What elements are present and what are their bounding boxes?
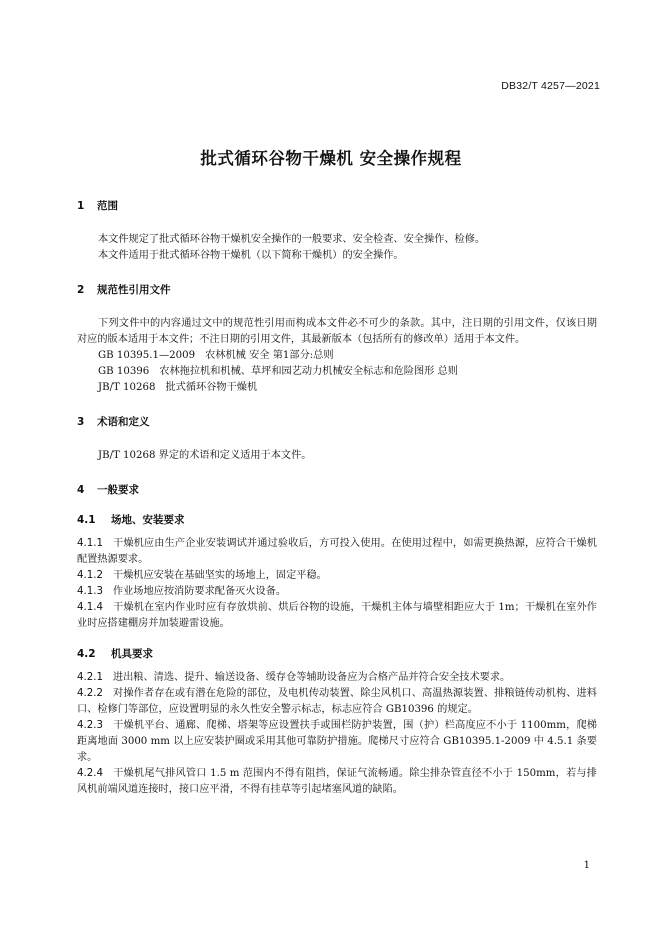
clause: [77, 766, 597, 798]
reference-item: [77, 380, 597, 396]
clause-text: 对操作者存在或有潜在危险的部位，及电机传动装置、除尘风机口、高温热源装置、排粮链传动机构、进料口、检修门等部位，应设置明显的永久性安全警示标志，标志应符合 GB10396 的规定。: [77, 688, 597, 715]
subsection-number: 4.1: [77, 514, 96, 526]
clause-text: 干燥机平台、通廊、爬梯、塔架等应设置扶手或围栏防护装置，围（护）栏高度应不小于 1100mm，爬梯距离地面 3000 mm 以上应安装护圈或采用其他可靠防护措施。爬梯尺寸应符合 GB10395.1-2009 中 4.5.1 条要求。: [77, 720, 597, 763]
reference-code: JB/T 10268: [98, 382, 156, 393]
clause: [77, 536, 597, 568]
clause-text: 干燥机应安装在基础坚实的场地上，固定平稳。: [112, 570, 327, 581]
subsection-title: 机具要求: [111, 648, 153, 660]
reference-item: [77, 348, 597, 364]
clause-number: 4.1.4: [77, 602, 103, 613]
section-number: 2: [77, 284, 85, 296]
section-number: 3: [77, 416, 85, 428]
section-title: 规范性引用文件: [97, 284, 171, 296]
clause-number: 4.2.3: [77, 720, 103, 731]
reference-code: GB 10396: [98, 366, 150, 377]
section-heading-scope: [77, 198, 597, 214]
clause-text: 干燥机尾气排风管口 1.5 m 范围内不得有阻挡，保证气流畅通。除尘排杂管直径不小于 150mm，若与排风机前端风道连接时，接口应平滑，不得有挂草等引起堵塞风道的缺陷。: [77, 768, 597, 795]
section-number: 1: [77, 200, 85, 212]
subsection-heading-site-installation: [77, 512, 597, 528]
section-heading-terms: [77, 414, 597, 430]
clause-number: 4.1.1: [77, 538, 103, 549]
clause: [77, 718, 597, 766]
section-title: 范围: [97, 200, 118, 212]
paragraph: JB/T 10268 界定的术语和定义适用于本文件。: [98, 450, 312, 461]
paragraph: 本文件适用于批式循环谷物干燥机（以下简称干燥机）的安全操作。: [98, 250, 404, 261]
clause-number: 4.2.4: [77, 768, 103, 779]
document-code: DB32/T 4257—2021: [501, 80, 600, 92]
reference-item: [77, 364, 597, 380]
clause: [77, 600, 597, 632]
section-number: 4: [77, 484, 85, 496]
document-body: [77, 198, 597, 798]
subsection-title: 场地、安装要求: [111, 514, 185, 526]
reference-title: 批式循环谷物干燥机: [165, 382, 258, 393]
section-title: 术语和定义: [97, 416, 150, 428]
clause-text: 进出粮、清选、提升、输送设备、缓存仓等辅助设备应为合格产品并符合安全技术要求。: [112, 672, 511, 683]
subsection-number: 4.2: [77, 648, 96, 660]
clause: [77, 686, 597, 718]
paragraph: 下列文件中的内容通过文中的规范性引用而构成本文件必不可少的条款。其中，注日期的引用文件，仅该日期对应的版本适用于本文件；不注日期的引用文件，其最新版本（包括所有的修改单）适用于本文件。: [77, 318, 597, 345]
reference-title: 农林机械 安全 第1部分:总则: [205, 350, 334, 361]
clause-number: 4.2.1: [77, 672, 103, 683]
clause: [77, 670, 597, 686]
section-heading-general-requirements: [77, 482, 597, 498]
subsection-heading-machine-requirements: [77, 646, 597, 662]
document-title: 批式循环谷物干燥机 安全操作规程: [200, 149, 462, 168]
clause-number: 4.1.3: [77, 586, 103, 597]
section-heading-normative-references: [77, 282, 597, 298]
clause-text: 干燥机应由生产企业安装调试并通过验收后，方可投入使用。在使用过程中，如需更换热源，应符合干燥机配置热源要求。: [77, 538, 597, 565]
reference-code: GB 10395.1—2009: [98, 350, 196, 361]
reference-title: 农林拖拉机和机械、草坪和园艺动力机械安全标志和危险图形 总则: [159, 366, 458, 377]
clause-number: 4.2.2: [77, 688, 103, 699]
section-title: 一般要求: [97, 484, 139, 496]
clause-text: 干燥机在室内作业时应有存放烘前、烘后谷物的设施，干燥机主体与墙壁相距应大于 1m；干燥机在室外作业时应搭建棚房并加装避雷设施。: [77, 602, 597, 629]
page-number: 1: [583, 860, 590, 871]
clause: [77, 568, 597, 584]
clause: [77, 584, 597, 600]
paragraph: 本文件规定了批式循环谷物干燥机安全操作的一般要求、安全检查、安全操作、检修。: [98, 234, 486, 245]
clause-number: 4.1.2: [77, 570, 103, 581]
clause-text: 作业场地应按消防要求配备灭火设备。: [112, 586, 287, 597]
